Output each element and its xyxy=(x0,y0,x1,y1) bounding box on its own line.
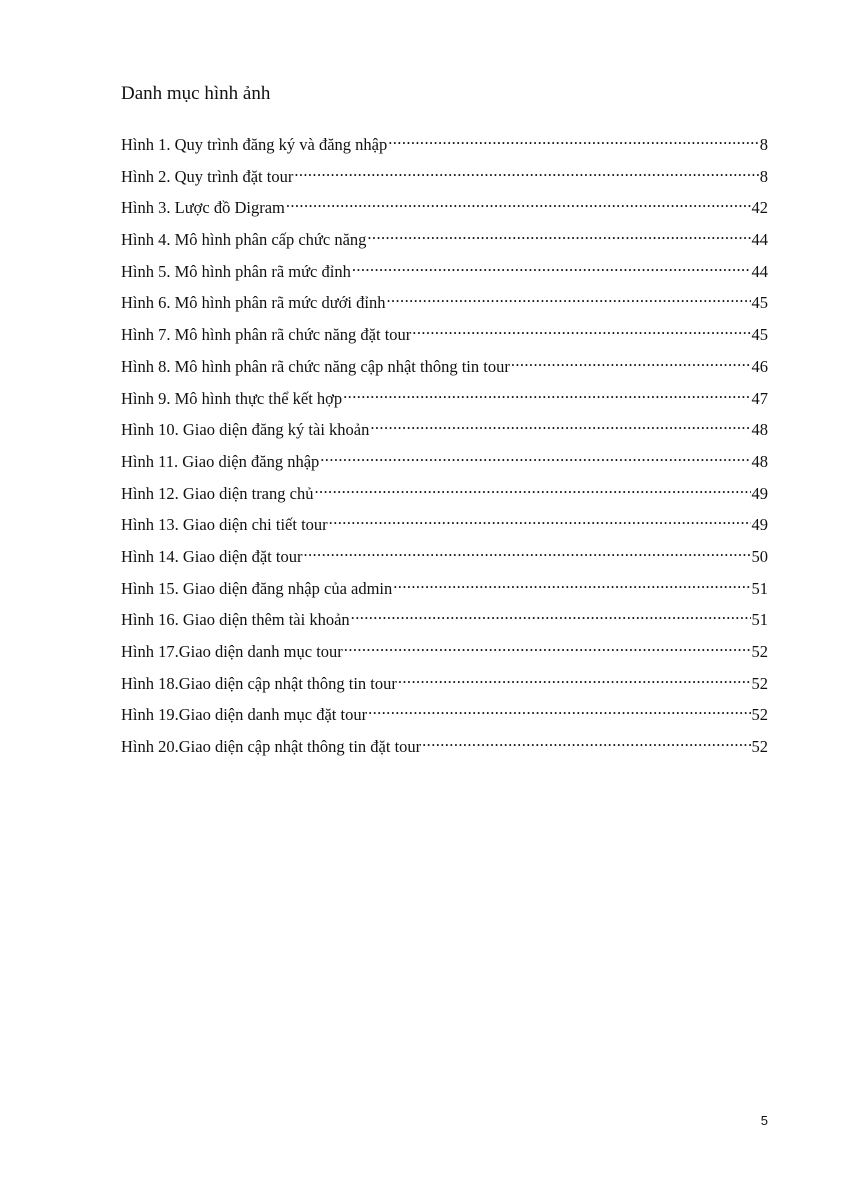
toc-entry-page: 44 xyxy=(751,261,768,281)
toc-entry-label: Hình 3. Lược đồ Digram xyxy=(121,198,285,218)
toc-entry-page: 8 xyxy=(759,166,768,186)
toc-dot-leader xyxy=(388,128,759,150)
toc-entry[interactable] xyxy=(121,382,768,414)
toc-entry-label: Hình 4. Mô hình phân cấp chức năng xyxy=(121,230,367,250)
toc-entry-label: Hình 1. Quy trình đăng ký và đăng nhập xyxy=(121,135,388,154)
toc-entry-page: 52 xyxy=(751,642,768,661)
toc-entry-label: Hình 11. Giao diện đăng nhập xyxy=(121,451,320,471)
toc-entry-page: 45 xyxy=(751,325,768,345)
toc-entry-page: 49 xyxy=(751,483,768,503)
toc-dot-leader xyxy=(367,223,750,245)
toc-dot-leader xyxy=(314,477,750,499)
toc-entry[interactable] xyxy=(121,667,768,699)
toc-dot-leader xyxy=(412,318,750,340)
toc-entry-page: 48 xyxy=(751,451,768,471)
toc-dot-leader xyxy=(329,508,751,530)
toc-dot-leader xyxy=(386,286,750,308)
toc-entry[interactable] xyxy=(121,318,768,350)
toc-entry-page: 42 xyxy=(751,198,768,218)
toc-dot-leader xyxy=(344,635,751,657)
toc-entry-label: Hình 19.Giao diện danh mục đặt tour xyxy=(121,705,368,725)
page-number: 5 xyxy=(760,1113,768,1128)
toc-entry[interactable] xyxy=(121,477,768,509)
toc-entry[interactable] xyxy=(121,603,768,635)
toc-entry-page: 8 xyxy=(759,135,768,154)
list-of-figures-heading: Danh mục hình ảnh xyxy=(121,83,271,104)
toc-entry[interactable] xyxy=(121,698,768,730)
toc-entry-label: Hình 15. Giao diện đăng nhập của admin xyxy=(121,578,393,598)
toc-dot-leader xyxy=(320,445,750,467)
toc-entry-label: Hình 20.Giao diện cập nhật thông tin đặt tour xyxy=(121,737,422,757)
toc-entry-label: Hình 18.Giao diện cập nhật thông tin tour xyxy=(121,673,397,693)
toc-entry-page: 45 xyxy=(751,293,768,313)
toc-dot-leader xyxy=(343,382,750,404)
toc-dot-leader xyxy=(511,350,751,372)
toc-entry-label: Hình 13. Giao diện chi tiết tour xyxy=(121,515,328,535)
toc-entry-label: Hình 8. Mô hình phân rã chức năng cập nhật thông tin tour xyxy=(121,356,510,376)
toc-entry-label: Hình 10. Giao diện đăng ký tài khoản xyxy=(121,420,370,440)
toc-entry[interactable] xyxy=(121,255,768,287)
toc-entry[interactable] xyxy=(121,635,768,667)
toc-entry[interactable] xyxy=(121,223,768,255)
toc-dot-leader xyxy=(351,603,751,625)
toc-entry[interactable] xyxy=(121,286,768,318)
toc-entry[interactable] xyxy=(121,445,768,477)
toc-entry[interactable] xyxy=(121,128,768,160)
toc-entry-label: Hình 6. Mô hình phân rã mức dưới đỉnh xyxy=(121,293,386,313)
toc-dot-leader xyxy=(370,413,750,435)
toc-entry-label: Hình 5. Mô hình phân rã mức đỉnh xyxy=(121,261,351,281)
toc-entry[interactable] xyxy=(121,508,768,540)
toc-entry[interactable] xyxy=(121,540,768,572)
toc-entry-label: Hình 2. Quy trình đặt tour xyxy=(121,166,294,186)
toc-dot-leader xyxy=(398,667,751,689)
toc-entry[interactable] xyxy=(121,413,768,445)
toc-entry-label: Hình 16. Giao diện thêm tài khoản xyxy=(121,610,350,630)
toc-entry-label: Hình 17.Giao diện danh mục tour xyxy=(121,642,343,661)
toc-dot-leader xyxy=(393,572,750,594)
toc-entry-page: 50 xyxy=(751,546,768,566)
toc-entry-page: 52 xyxy=(751,737,768,757)
list-of-figures xyxy=(121,128,768,762)
toc-entry[interactable] xyxy=(121,730,768,762)
toc-entry-page: 51 xyxy=(751,610,768,630)
toc-entry-page: 44 xyxy=(751,230,768,250)
toc-entry[interactable] xyxy=(121,160,768,192)
toc-dot-leader xyxy=(286,191,751,213)
toc-entry-label: Hình 14. Giao diện đặt tour xyxy=(121,546,303,566)
toc-entry-label: Hình 7. Mô hình phân rã chức năng đặt tour xyxy=(121,325,412,345)
toc-entry-page: 49 xyxy=(751,515,768,535)
toc-entry[interactable] xyxy=(121,572,768,604)
toc-entry[interactable] xyxy=(121,350,768,382)
toc-entry[interactable] xyxy=(121,191,768,223)
toc-entry-page: 52 xyxy=(751,673,768,693)
toc-entry-label: Hình 9. Mô hình thực thể kết hợp xyxy=(121,388,343,408)
toc-entry-page: 52 xyxy=(751,705,768,725)
toc-dot-leader xyxy=(303,540,750,562)
toc-dot-leader xyxy=(368,698,750,720)
toc-entry-page: 47 xyxy=(751,388,768,408)
toc-dot-leader xyxy=(422,730,750,752)
toc-entry-page: 48 xyxy=(751,420,768,440)
toc-dot-leader xyxy=(294,160,758,182)
toc-entry-label: Hình 12. Giao diện trang chủ xyxy=(121,483,314,503)
toc-dot-leader xyxy=(352,255,751,277)
toc-entry-page: 46 xyxy=(751,356,768,376)
toc-entry-page: 51 xyxy=(751,578,768,598)
